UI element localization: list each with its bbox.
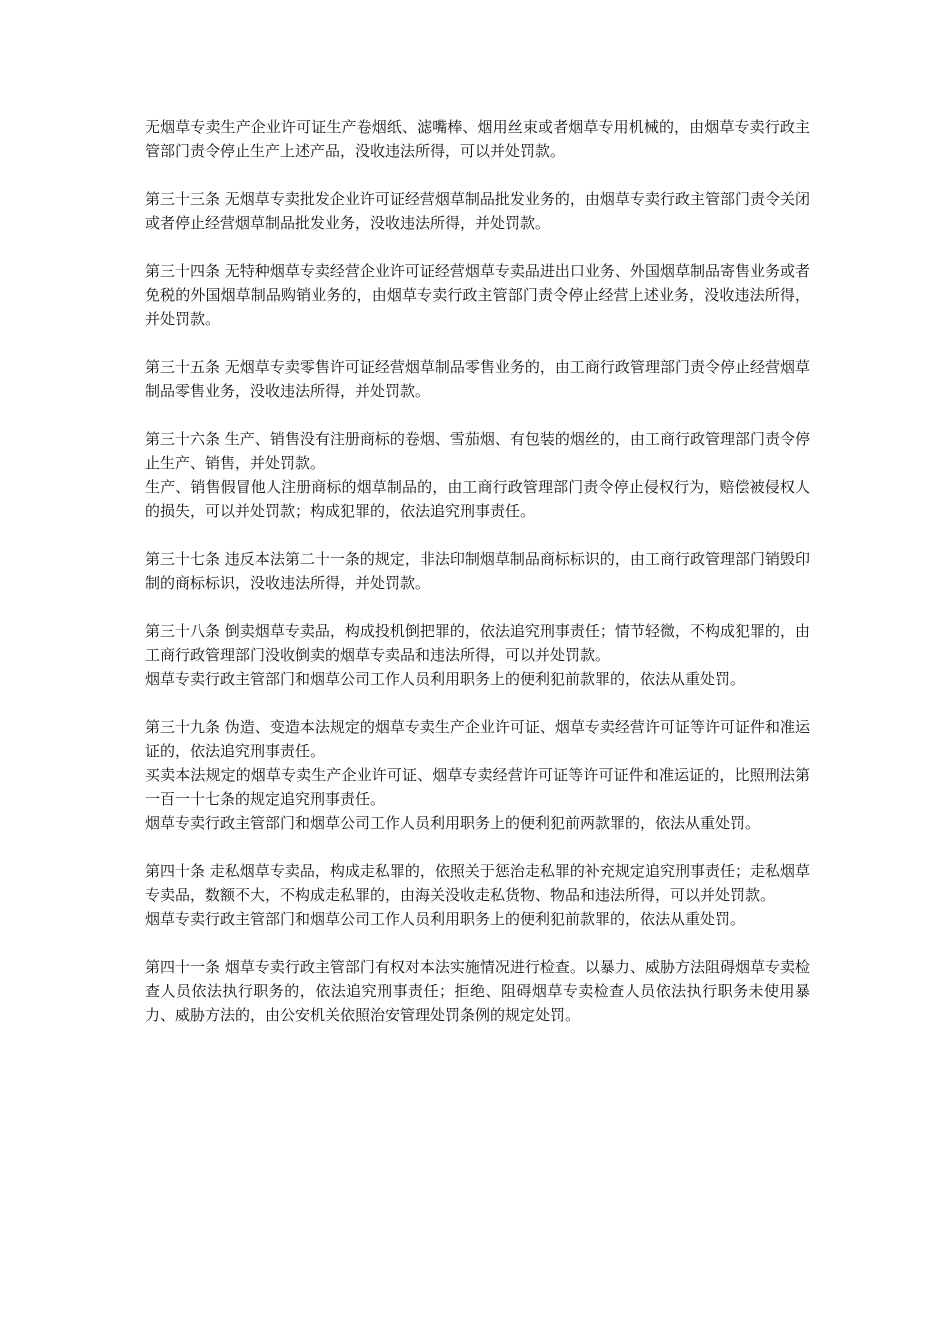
paragraph-article-40 [145, 859, 810, 931]
paragraph-line: 第三十五条 无烟草专卖零售许可证经营烟草制品零售业务的，由工商行政管理部门责令停止经营烟草制品零售业务，没收违法所得，并处罚款。 [145, 358, 810, 400]
paragraph-line: 第三十六条 生产、销售没有注册商标的卷烟、雪茄烟、有包装的烟丝的，由工商行政管理部门责令停止生产、销售，并处罚款。 [145, 430, 810, 472]
paragraph-line: 买卖本法规定的烟草专卖生产企业许可证、烟草专卖经营许可证等许可证件和准运证的，比照刑法第一百一十七条的规定追究刑事责任。 [145, 766, 810, 808]
paragraph-article-38 [145, 619, 810, 691]
paragraph-line: 无烟草专卖生产企业许可证生产卷烟纸、滤嘴棒、烟用丝束或者烟草专用机械的，由烟草专卖行政主管部门责令停止生产上述产品，没收违法所得，可以并处罚款。 [145, 118, 810, 160]
paragraph-line: 烟草专卖行政主管部门和烟草公司工作人员利用职务上的便利犯前两款罪的，依法从重处罚。 [145, 814, 761, 832]
paragraph-line: 第三十三条 无烟草专卖批发企业许可证经营烟草制品批发业务的，由烟草专卖行政主管部门责令关闭或者停止经营烟草制品批发业务，没收违法所得，并处罚款。 [145, 190, 810, 232]
paragraph-article-37 [145, 547, 810, 595]
paragraph-line: 第三十七条 违反本法第二十一条的规定，非法印制烟草制品商标标识的，由工商行政管理部门销毁印制的商标标识，没收违法所得，并处罚款。 [145, 550, 810, 592]
paragraph-article-35 [145, 355, 810, 403]
paragraph-line: 第三十九条 伪造、变造本法规定的烟草专卖生产企业许可证、烟草专卖经营许可证等许可证件和准运证的，依法追究刑事责任。 [145, 718, 810, 760]
document-body [145, 115, 810, 1051]
paragraph-article-33 [145, 187, 810, 235]
paragraph [145, 115, 810, 163]
paragraph-line: 第三十八条 倒卖烟草专卖品，构成投机倒把罪的，依法追究刑事责任；情节轻微，不构成犯罪的，由工商行政管理部门没收倒卖的烟草专卖品和违法所得，可以并处罚款。 [145, 622, 810, 664]
paragraph-article-39 [145, 715, 810, 835]
paragraph-line: 烟草专卖行政主管部门和烟草公司工作人员利用职务上的便利犯前款罪的，依法从重处罚。 [145, 910, 746, 928]
paragraph-line: 第三十四条 无特种烟草专卖经营企业许可证经营烟草专卖品进出口业务、外国烟草制品寄售业务或者免税的外国烟草制品购销业务的，由烟草专卖行政主管部门责令停止经营上述业务，没收违法所得，并处罚款。 [145, 262, 810, 328]
paragraph-line: 第四十一条 烟草专卖行政主管部门有权对本法实施情况进行检查。以暴力、威胁方法阻碍烟草专卖检查人员依法执行职务的，依法追究刑事责任；拒绝、阻碍烟草专卖检查人员依法执行职务未使用暴力、威胁方法的，由公安机关依照治安管理处罚条例的规定处罚。 [145, 958, 810, 1024]
paragraph-article-34 [145, 259, 810, 331]
paragraph-line: 生产、销售假冒他人注册商标的烟草制品的，由工商行政管理部门责令停止侵权行为，赔偿被侵权人的损失，可以并处罚款；构成犯罪的，依法追究刑事责任。 [145, 478, 810, 520]
paragraph-line: 第四十条 走私烟草专卖品，构成走私罪的，依照关于惩治走私罪的补充规定追究刑事责任；走私烟草专卖品，数额不大，不构成走私罪的，由海关没收走私货物、物品和违法所得，可以并处罚款。 [145, 862, 810, 904]
paragraph-article-41 [145, 955, 810, 1027]
paragraph-line: 烟草专卖行政主管部门和烟草公司工作人员利用职务上的便利犯前款罪的，依法从重处罚。 [145, 670, 746, 688]
paragraph-article-36 [145, 427, 810, 523]
